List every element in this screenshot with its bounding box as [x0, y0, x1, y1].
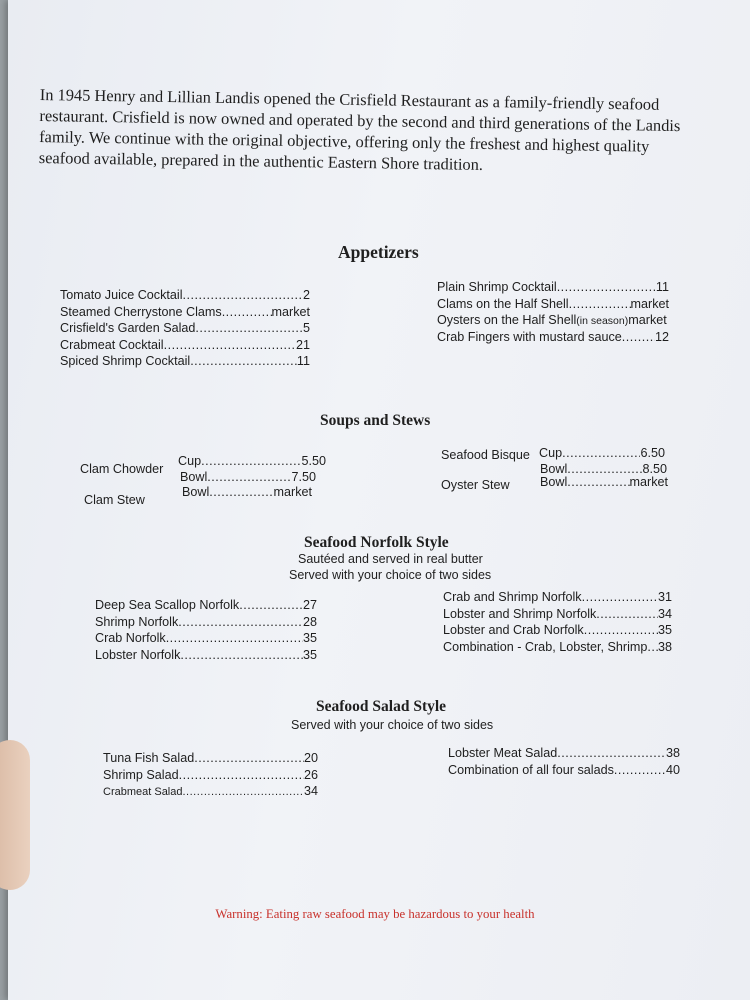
item-price: 31	[657, 590, 672, 604]
item-price: market	[271, 304, 310, 319]
norfolk-subtitle: Served with your choice of two sides	[289, 568, 492, 582]
menu-item	[103, 751, 318, 768]
item-name: Crab and Shrimp Norfolk	[443, 590, 582, 604]
item-name: Crisfield's Garden Salad	[60, 321, 196, 336]
norfolk-subtitle: Sautéed and served in real butter	[298, 552, 483, 566]
intro-line: family. We continue with the original objective, offering only the freshest and highest quality	[39, 126, 650, 156]
clam-chowder-name: Clam Chowder	[80, 462, 164, 476]
item-name: Spiced Shrimp Cocktail	[60, 354, 191, 369]
item-price: 40	[665, 762, 680, 777]
item-price: 7.50	[291, 470, 316, 484]
menu-item	[95, 598, 317, 615]
seafood-bisque-name: Seafood Bisque	[441, 448, 530, 462]
item-name: Tomato Juice Cocktail	[60, 288, 183, 302]
norfolk-left-list	[95, 598, 317, 664]
item-price: 38	[665, 746, 680, 760]
menu-item	[437, 280, 669, 297]
appetizers-heading: Appetizers	[338, 242, 419, 262]
menu-item	[443, 640, 672, 657]
clam-chowder-cup: Cup ..... 5.50	[178, 454, 326, 468]
item-price: 8.50	[642, 462, 667, 476]
item-price: 21	[295, 337, 310, 352]
item-price: 20	[303, 751, 318, 765]
item-name: Lobster and Crab Norfolk	[443, 623, 584, 638]
item-name: Clams on the Half Shell	[437, 296, 569, 311]
item-price: 34	[657, 606, 672, 621]
item-price: market	[628, 313, 667, 328]
item-name: Steamed Cherrystone Clams	[60, 304, 222, 319]
item-price: 11	[296, 354, 310, 369]
item-note: (in season)	[576, 315, 629, 328]
item-price: 35	[657, 623, 672, 638]
menu-item	[60, 305, 310, 322]
item-name: Combination of all four salads	[448, 762, 614, 777]
intro-line: In 1945 Henry and Lillian Landis opened the Crisfield Restaurant as a family-friendly seafood	[39, 84, 660, 114]
salad-heading: Seafood Salad Style	[316, 698, 447, 715]
item-price: market	[273, 485, 312, 499]
appetizers-left-list	[60, 288, 310, 371]
menu-item	[60, 338, 310, 355]
item-price: 5.50	[301, 454, 326, 468]
salad-right-list	[448, 746, 680, 779]
norfolk-right-list	[443, 590, 672, 656]
item-name: Lobster Norfolk	[95, 647, 181, 662]
oyster-stew-name: Oyster Stew	[441, 478, 510, 492]
intro-paragraph	[39, 84, 690, 178]
salad-subtitle: Served with your choice of two sides	[291, 718, 494, 732]
menu-item	[448, 763, 680, 780]
item-price: 34	[303, 784, 318, 799]
menu-item	[103, 784, 318, 801]
item-price: 5	[302, 321, 310, 336]
item-price: 11	[655, 280, 669, 294]
norfolk-heading: Seafood Norfolk Style	[304, 534, 449, 551]
item-price: 2	[302, 288, 310, 302]
menu-item	[437, 297, 669, 314]
item-name: Crab Fingers with mustard sauce	[437, 329, 622, 344]
soups-heading: Soups and Stews	[320, 412, 431, 429]
item-name: Crabmeat Cocktail	[60, 337, 164, 352]
clam-stew-bowl: Bowl ..... market	[182, 485, 312, 499]
salad-left-list	[103, 751, 318, 801]
thumb	[0, 740, 30, 890]
seafood-bisque-cup: Cup ..... 6.50	[539, 446, 665, 460]
item-name: Tuna Fish Salad	[103, 751, 195, 765]
item-name: Deep Sea Scallop Norfolk	[95, 598, 240, 612]
item-price: 12	[654, 329, 669, 344]
menu-item	[60, 288, 310, 305]
item-name: Lobster Meat Salad	[448, 746, 558, 760]
intro-line: seafood available, prepared in the authentic Eastern Shore tradition.	[38, 147, 484, 174]
menu-item	[95, 615, 317, 632]
menu-item	[60, 321, 310, 338]
appetizers-right-list	[437, 280, 669, 346]
menu-item	[448, 746, 680, 763]
menu-item	[95, 631, 317, 648]
seafood-bisque-bowl: Bowl ..... 8.50	[540, 462, 667, 476]
item-name: Lobster and Shrimp Norfolk	[443, 606, 597, 621]
item-price: 27	[302, 598, 317, 612]
menu-item	[443, 590, 672, 607]
item-price: 35	[302, 647, 317, 662]
menu-item	[443, 623, 672, 640]
menu-item	[437, 313, 669, 330]
menu-item	[60, 354, 310, 371]
clam-chowder-bowl: Bowl ..... 7.50	[180, 470, 316, 484]
menu-item	[437, 330, 669, 347]
item-price: market	[629, 475, 668, 489]
item-price: 6.50	[640, 446, 665, 460]
raw-seafood-warning: Warning: Eating raw seafood may be hazardous to your health	[215, 907, 535, 921]
clam-stew-name: Clam Stew	[84, 493, 145, 507]
item-price: 35	[302, 631, 317, 646]
item-price: market	[630, 296, 669, 311]
menu-item	[103, 768, 318, 785]
intro-line: restaurant. Crisfield is now owned and operated by the second and third generations of the Landis	[39, 105, 681, 136]
item-name: Oysters on the Half Shell	[437, 313, 577, 328]
item-name: Crabmeat Salad	[103, 786, 183, 799]
item-price: 26	[303, 767, 318, 782]
oyster-stew-bowl: Bowl ..... market	[540, 475, 668, 489]
item-name: Combination - Crab, Lobster, Shrimp	[443, 639, 648, 654]
item-name: Crab Norfolk	[95, 631, 166, 646]
item-price: 38	[657, 639, 672, 654]
menu-item	[443, 607, 672, 624]
menu-item	[95, 648, 317, 665]
item-price: 28	[302, 614, 317, 629]
item-name: Shrimp Norfolk	[95, 614, 179, 629]
item-name: Shrimp Salad	[103, 767, 179, 782]
item-name: Plain Shrimp Cocktail	[437, 280, 557, 294]
